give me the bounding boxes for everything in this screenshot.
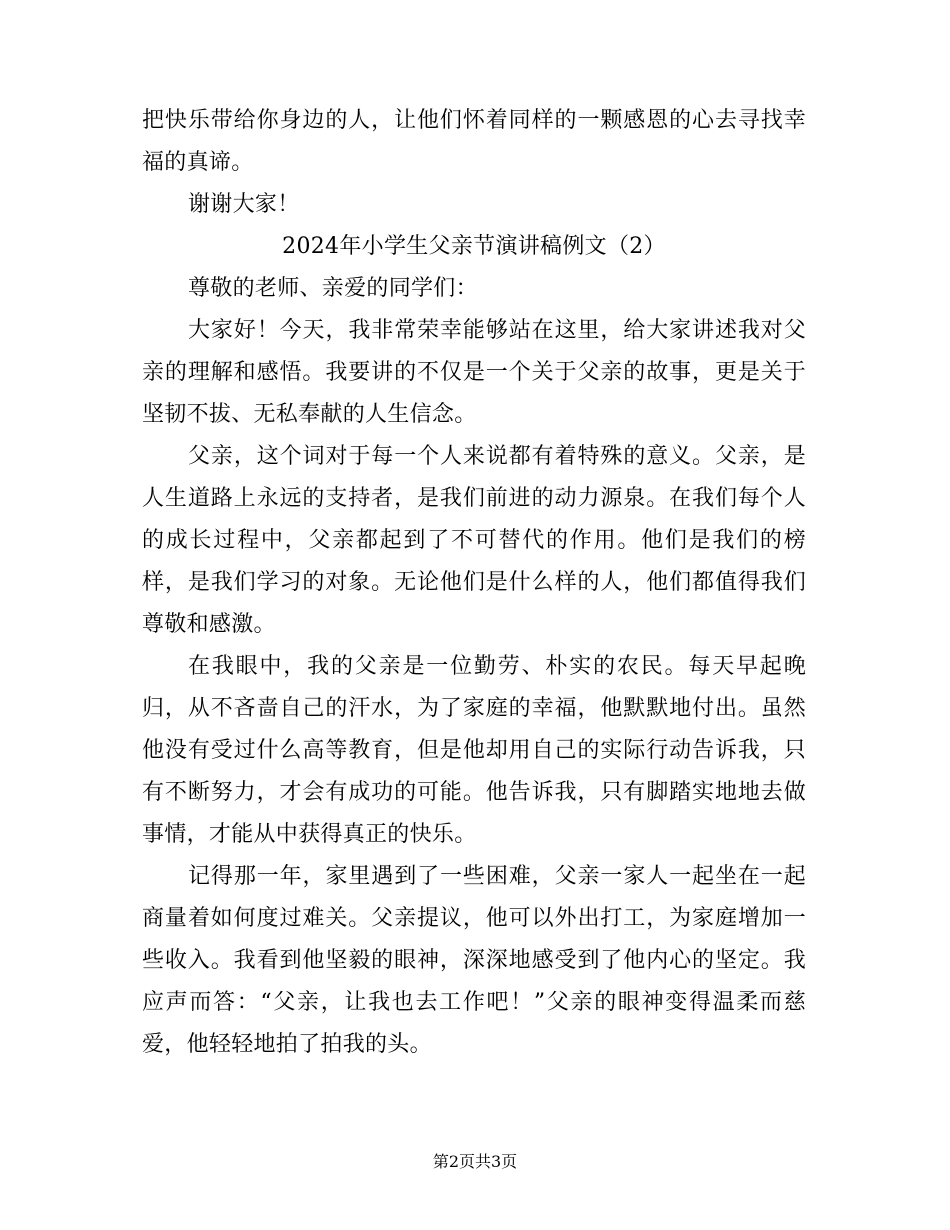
paragraph-1: 大家好！今天，我非常荣幸能够站在这里，给大家讲述我对父亲的理解和感悟。我要讲的不仅是一个关于父亲的故事，更是关于坚韧不拔、无私奉献的人生信念。 [142, 318, 806, 427]
salutation: 尊敬的老师、亲爱的同学们： [188, 276, 478, 301]
paragraph-thanks: 谢谢大家！ [188, 192, 300, 217]
paragraph-4: 记得那一年，家里遇到了一些困难，父亲一家人一起坐在一起商量着如何度过难关。父亲提议，他可以外出打工，为家庭增加一些收入。我看到他坚毅的眼神，深深地感受到了他内心的坚定。我应声而答：“父亲，让我也去工作吧！”父亲的眼神变得温柔而慈爱，他轻轻地拍了拍我的头。 [142, 864, 806, 1057]
page-indicator: 第2页共3页 [432, 1152, 518, 1171]
document-body [142, 100, 806, 1066]
paragraph-closing-continuation: 把快乐带给你身边的人，让他们怀着同样的一颗感恩的心去寻找幸福的真谛。 [142, 108, 806, 175]
paragraph-3: 在我眼中，我的父亲是一位勤劳、朴实的农民。每天早起晚归，从不吝啬自己的汗水，为了家庭的幸福，他默默地付出。虽然他没有受过什么高等教育，但是他却用自己的实际行动告诉我，只有不断努力，才会有成功的可能。他告诉我，只有脚踏实地地去做事情，才能从中获得真正的快乐。 [142, 654, 806, 847]
paragraph-2: 父亲，这个词对于每一个人来说都有着特殊的意义。父亲，是人生道路上永远的支持者，是我们前进的动力源泉。在我们每个人的成长过程中，父亲都起到了不可替代的作用。他们是我们的榜样，是我们学习的对象。无论他们是什么样的人，他们都值得我们尊敬和感激。 [142, 444, 806, 637]
page-footer [0, 1150, 950, 1174]
document-title: 2024年小学生父亲节演讲稿例文（2） [282, 234, 666, 259]
